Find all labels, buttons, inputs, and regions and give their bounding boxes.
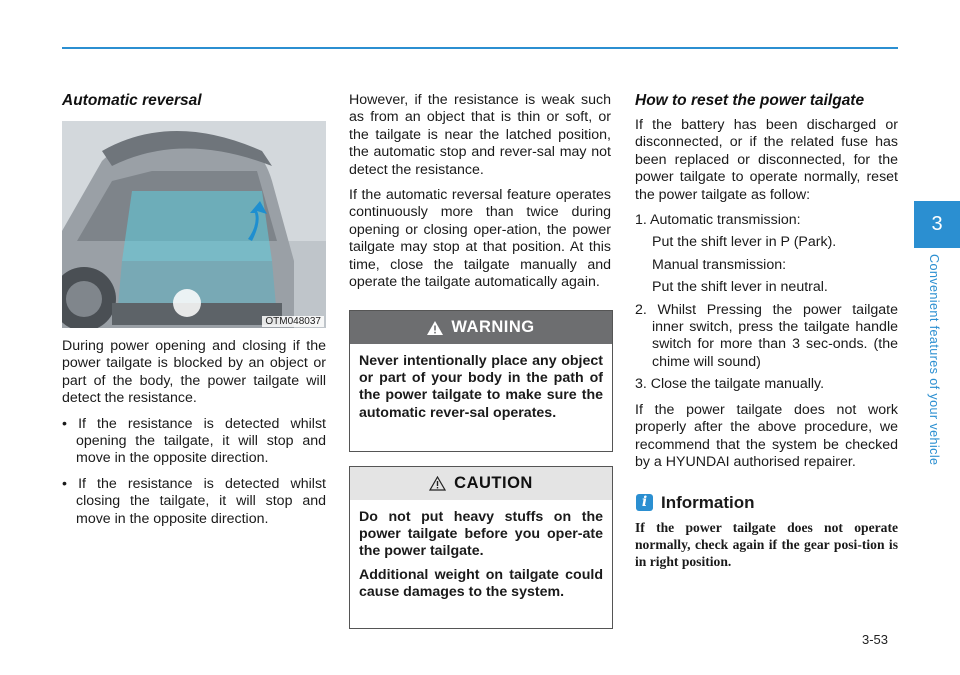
- page-number: 3-53: [862, 632, 889, 647]
- tailgate-illustration: [62, 121, 326, 328]
- chapter-title-vertical: [918, 254, 948, 494]
- photo-code: OTM048037: [262, 316, 324, 327]
- list-subitem: Put the shift lever in P (Park).: [652, 234, 837, 251]
- list-item: 1. Automatic transmission:: [635, 212, 801, 229]
- warning-box: [349, 310, 613, 452]
- bullet-item: • If the resistance is detected whilst closing the tailgate, it will stop and move in the opposite direction.: [62, 475, 326, 527]
- paragraph: If the automatic reversal feature operates continuously more than twice during opening or closing oper-ation, the power tailgate may stop at that position. At this time, close the tailgate manually and operate the tailgate automatically again.: [349, 187, 611, 291]
- list-item: 3. Close the tailgate manually.: [635, 376, 825, 393]
- info-title: Information: [661, 493, 755, 512]
- info-icon: i: [636, 494, 653, 511]
- warning-icon: [427, 321, 443, 335]
- caution-box: [349, 466, 613, 629]
- caution-header: [350, 467, 612, 500]
- right-column-text: [635, 117, 898, 479]
- list-subitem: Put the shift lever in neutral.: [652, 279, 828, 296]
- bullet-item: • If the resistance is detected whilst opening the tailgate, it will stop and move in the opposite direction.: [62, 415, 326, 467]
- caution-title: CAUTION: [454, 474, 533, 492]
- reset-steps: [635, 212, 898, 394]
- header-rule: [62, 47, 898, 49]
- info-text: If the power tailgate does not operate normally, check again if the gear posi-tion is in right position.: [635, 520, 898, 570]
- caution-icon: [429, 476, 446, 491]
- chapter-title: Convenient features of your vehicle: [927, 254, 941, 466]
- warning-title: WARNING: [451, 318, 535, 336]
- chapter-tab: [914, 201, 960, 248]
- paragraph: If the power tailgate does not work properly after the above procedure, we recommend that the system be checked by a HYUNDAI authorised repairer.: [635, 401, 898, 470]
- section-heading-automatic-reversal: Automatic reversal: [62, 92, 202, 109]
- tailgate-photo: [62, 121, 326, 328]
- paragraph: During power opening and closing if the power tailgate is blocked by an object or part of the body, the power tailgate will detect the resistance.: [62, 338, 326, 407]
- warning-text: Never intentionally place any object or part of your body in the path of the power tailgate to make sure the automatic rever-sal operates.: [359, 353, 603, 421]
- paragraph: If the battery has been discharged or disconnected, or if the related fuse has been replaced or disconnected, for the power tailgate to operate normally, reset the power tailgate as follow:: [635, 117, 898, 203]
- warning-body: [350, 344, 612, 436]
- middle-column-text: [349, 92, 611, 299]
- section-heading-reset: How to reset the power tailgate: [635, 92, 865, 109]
- chapter-number: 3: [931, 213, 943, 235]
- caution-body: [350, 500, 612, 615]
- left-column-text: [62, 338, 326, 536]
- caution-text: Do not put heavy stuffs on the power tailgate before you oper-ate the power tailgate.: [359, 509, 603, 560]
- caution-text: Additional weight on tailgate could cause damages to the system.: [359, 566, 603, 600]
- paragraph: However, if the resistance is weak such as from an object that is thin or soft, or the tailgate is near the latched position, the automatic stop and rever-sal may not detect the resistance.: [349, 92, 611, 178]
- list-item: 2. Whilst Pressing the power tailgate inner switch, press the tailgate handle switch for more than 3 sec-onds. (the chime will sound): [635, 301, 898, 370]
- list-subitem: Manual transmission:: [652, 256, 787, 273]
- warning-header: [350, 311, 612, 344]
